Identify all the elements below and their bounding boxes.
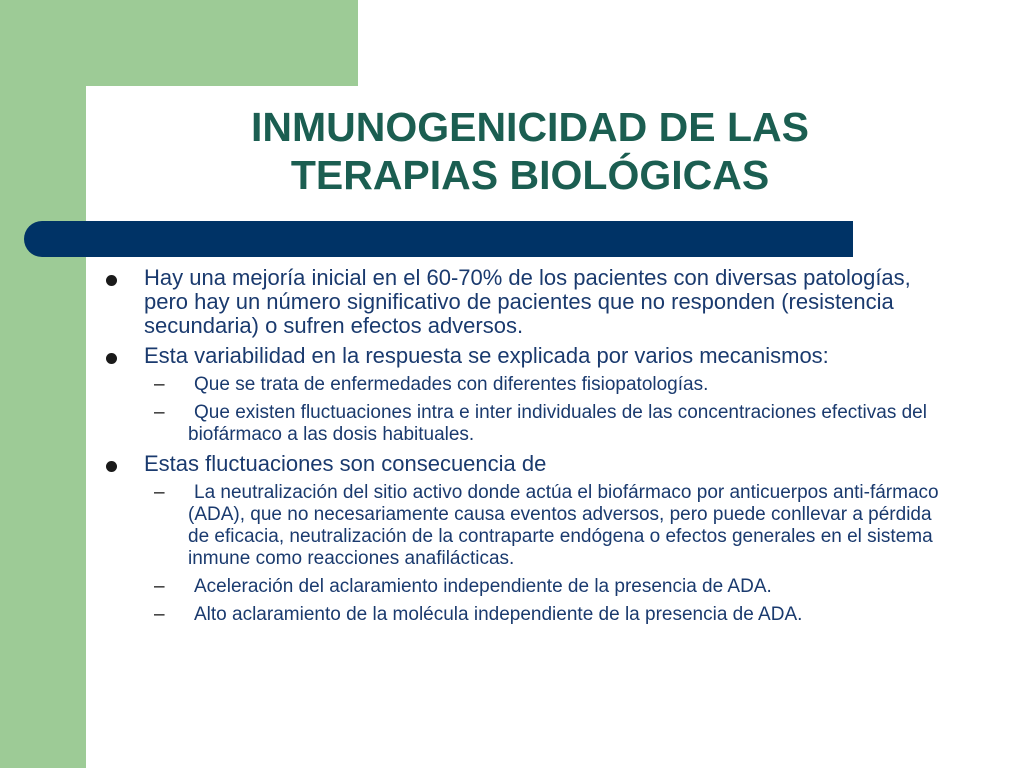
sub-bullet-text: La neutralización del sitio activo donde actúa el biofármaco por anticuerpos anti-fármaco (ADA), que no necesariamente causa eventos adversos, pero puede conllevar a pérdida de eficacia, neutralización de la contraparte endógena o efectos generales en el sistema inmune como reacciones anafilácticas. [188, 482, 939, 569]
bullet-dot-icon [106, 275, 117, 286]
title-divider-bar [24, 221, 853, 257]
bullet-item [102, 344, 952, 368]
dash-icon: – [154, 482, 165, 503]
bullet-text: Hay una mejoría inicial en el 60-70% de los pacientes con diversas patologías, pero hay un número significativo de pacientes que no responden (resistencia secundaria) o sufren efectos adversos. [144, 265, 911, 338]
dash-icon: – [154, 374, 165, 395]
sub-bullet-text: Que se trata de enfermedades con diferentes fisiopatologías. [194, 374, 709, 395]
bullet-item [102, 266, 952, 338]
slide-title-line-2: TERAPIAS BIOLÓGICAS [290, 152, 770, 198]
bullet-item [102, 452, 952, 476]
slide-body [102, 266, 952, 632]
sub-bullet-item [102, 576, 952, 598]
green-corner-block [0, 0, 358, 86]
dash-icon: – [154, 576, 165, 597]
sub-bullet-item [102, 604, 952, 626]
bullet-dot-icon [106, 353, 117, 364]
dash-icon: – [154, 402, 165, 423]
bullet-text: Esta variabilidad en la respuesta se explicada por varios mecanismos: [144, 343, 829, 368]
dash-icon: – [154, 604, 165, 625]
bullet-text: Estas fluctuaciones son consecuencia de [144, 451, 547, 476]
slide-title [150, 103, 910, 199]
green-side-band [0, 0, 86, 768]
sub-bullet-item [102, 374, 952, 396]
sub-bullet-text: Que existen fluctuaciones intra e inter individuales de las concentraciones efectivas del biofármaco a las dosis habituales. [188, 402, 927, 445]
sub-bullet-text: Alto aclaramiento de la molécula independiente de la presencia de ADA. [194, 604, 803, 625]
sub-bullet-item [102, 402, 952, 446]
sub-bullet-text: Aceleración del aclaramiento independiente de la presencia de ADA. [194, 576, 772, 597]
slide-title-line-1: INMUNOGENICIDAD DE LAS [250, 104, 810, 150]
sub-bullet-item [102, 482, 952, 570]
bullet-dot-icon [106, 461, 117, 472]
